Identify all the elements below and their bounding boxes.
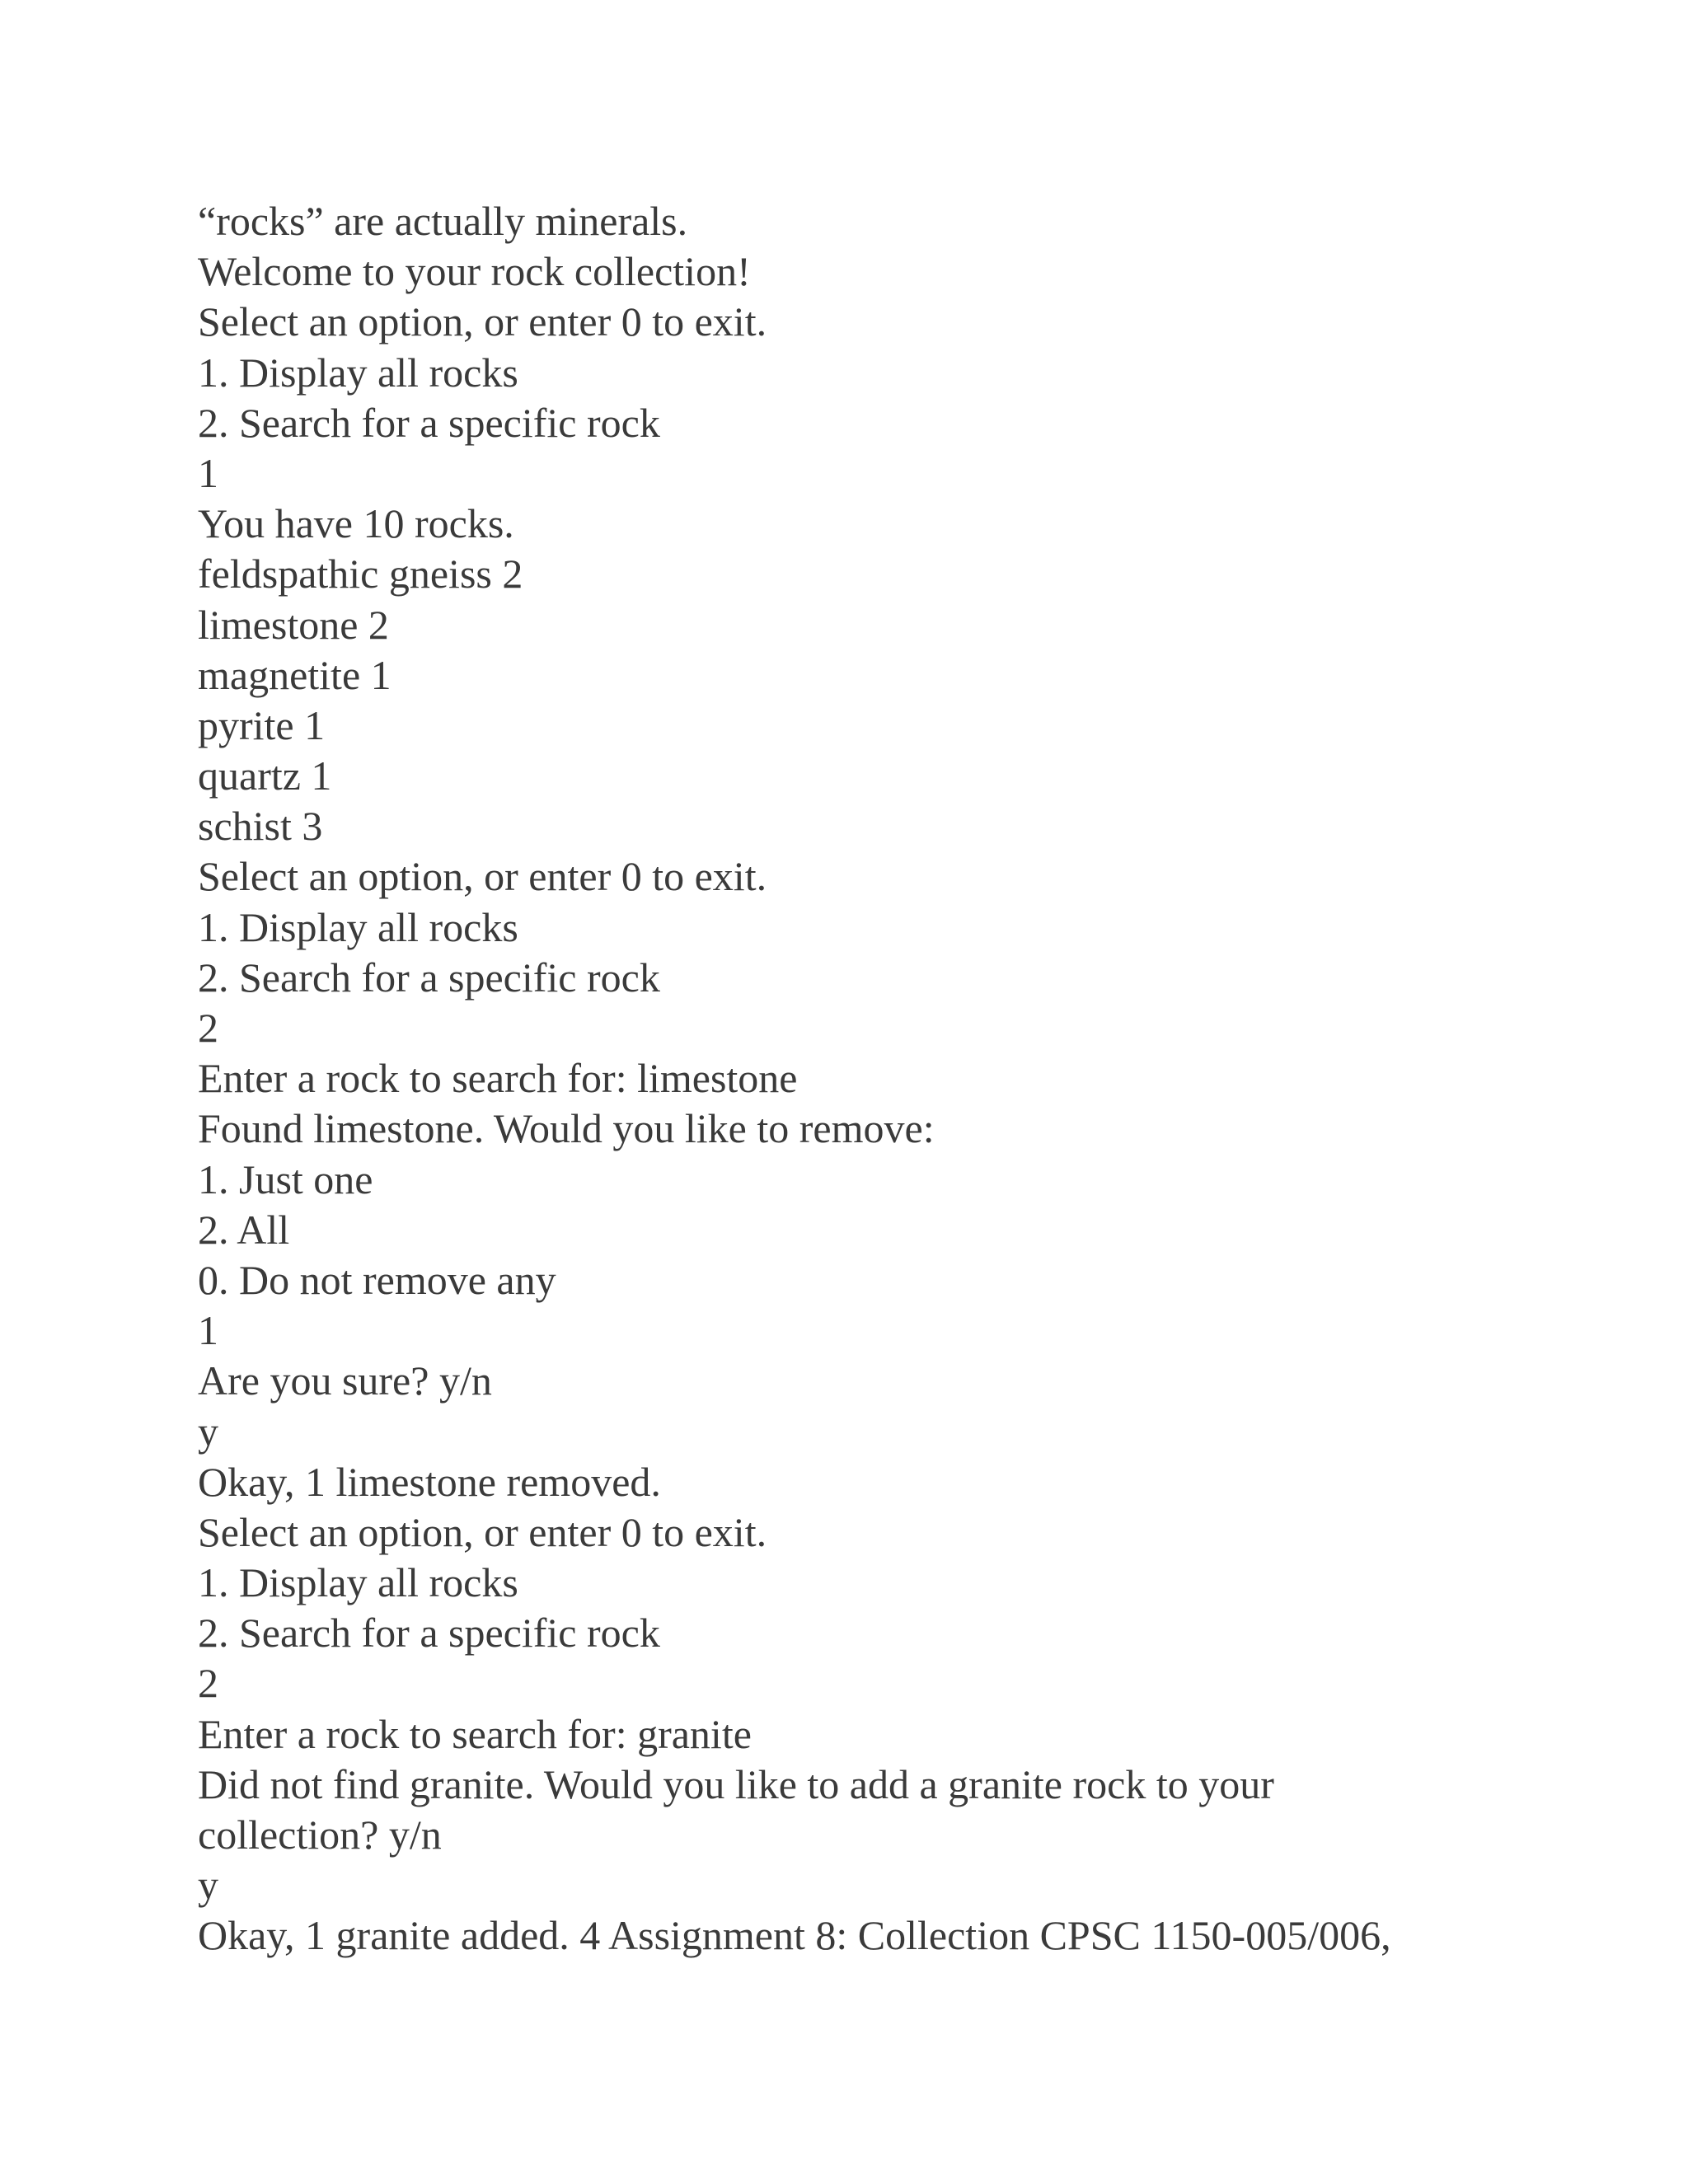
text-line: 2 (198, 1660, 218, 1707)
text-line: Okay, 1 granite added. 4 Assignment 8: Collection CPSC 1150-005/006, (198, 1912, 1391, 1959)
text-line: Found limestone. Would you like to remove: (198, 1105, 935, 1152)
text-line: 1. Just one (198, 1155, 373, 1202)
text-line: Are you sure? y/n (198, 1357, 492, 1404)
text-line: Did not find granite. Would you like to add a granite rock to your (198, 1760, 1274, 1807)
text-line: Select an option, or enter 0 to exit. (198, 1508, 767, 1555)
text-line: limestone 2 (198, 601, 389, 648)
text-line: Enter a rock to search for: granite (198, 1710, 752, 1757)
text-line: Select an option, or enter 0 to exit. (198, 853, 767, 900)
text-line: 2 (198, 1005, 218, 1051)
text-line: 1. Display all rocks (198, 349, 518, 396)
text-line: y (198, 1408, 218, 1455)
text-line: 1. Display all rocks (198, 1559, 518, 1606)
text-line: Enter a rock to search for: limestone (198, 1055, 798, 1102)
text-line: You have 10 rocks. (198, 500, 514, 547)
text-line: 1 (198, 1307, 218, 1354)
text-line: schist 3 (198, 803, 323, 850)
text-line: quartz 1 (198, 752, 332, 799)
text-line: Welcome to your rock collection! (198, 248, 751, 295)
text-line: pyrite 1 (198, 701, 326, 748)
text-line: y (198, 1862, 218, 1909)
text-line: Okay, 1 limestone removed. (198, 1458, 661, 1505)
text-line: feldspathic gneiss 2 (198, 551, 523, 598)
text-line: “rocks” are actually minerals. (198, 198, 688, 244)
text-line: 1 (198, 449, 218, 496)
text-line: 2. Search for a specific rock (198, 399, 660, 446)
document-body (198, 196, 1550, 1961)
text-line: 0. Do not remove any (198, 1256, 556, 1303)
text-line: collection? y/n (198, 1811, 442, 1858)
text-line: 2. All (198, 1206, 290, 1253)
text-line: 1. Display all rocks (198, 903, 518, 950)
text-line: Select an option, or enter 0 to exit. (198, 298, 767, 345)
text-line: 2. Search for a specific rock (198, 954, 660, 1001)
text-line: 2. Search for a specific rock (198, 1610, 660, 1657)
text-line: magnetite 1 (198, 651, 392, 698)
